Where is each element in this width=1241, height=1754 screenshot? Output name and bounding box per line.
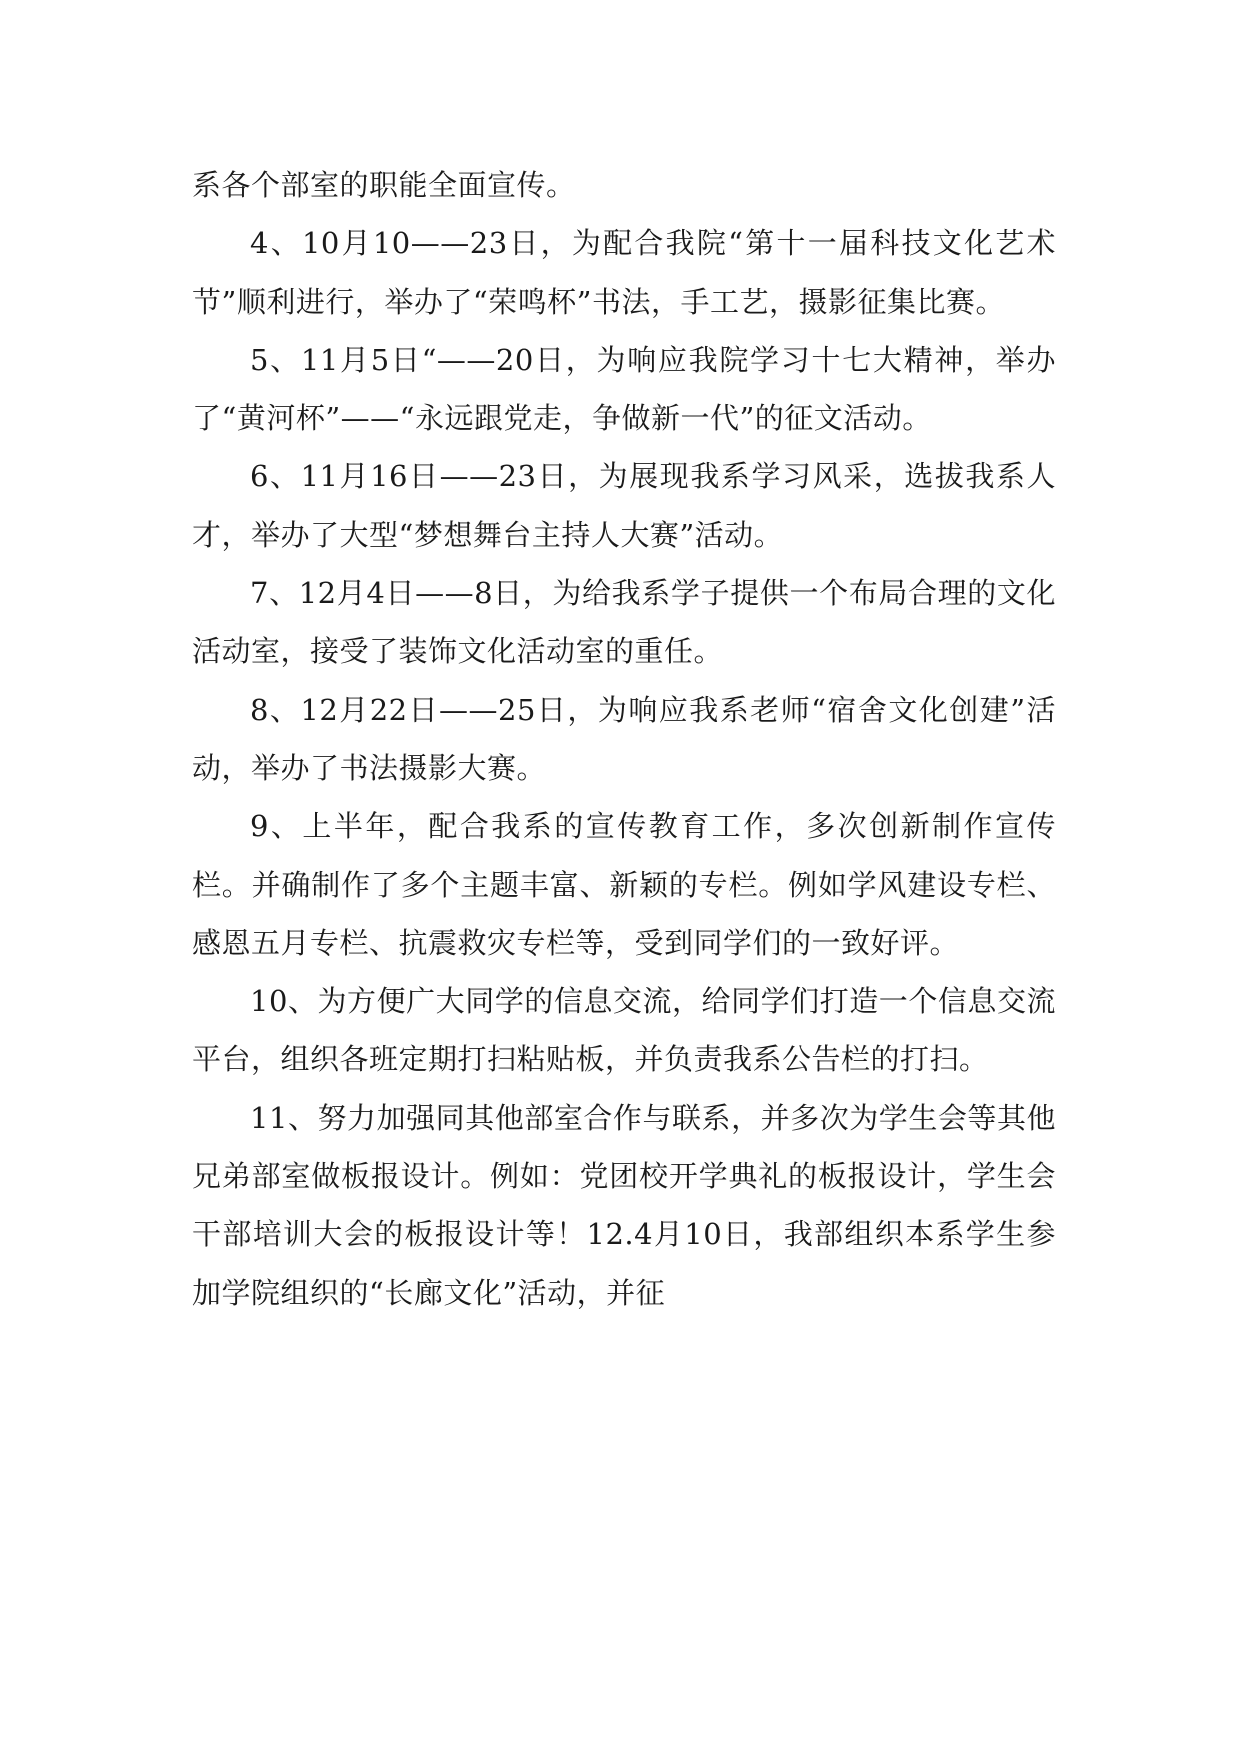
document-body (192, 156, 1056, 1322)
paragraph-item-5: 5、11月5日“——20日，为响应我院学习十七大精神，举办了“黄河杯”——“永远跟党走，争做新一代”的征文活动。 (192, 342, 1056, 436)
paragraph-item-11: 11、努力加强同其他部室合作与联系，并多次为学生会等其他兄弟部室做板报设计。例如：党团校开学典礼的板报设计，学生会干部培训大会的板报设计等！12.4月10日，我部组织本系学生参加学院组织的“长廊文化”活动，并征 (192, 1100, 1056, 1310)
paragraph-item-4: 4、10月10——23日，为配合我院“第十一届科技文化艺术节”顺利进行，举办了“荣鸣杯”书法，手工艺，摄影征集比赛。 (192, 226, 1056, 319)
paragraph-item-6: 6、11月16日——23日，为展现我系学习风采，选拔我系人才，举办了大型“梦想舞台主持人大赛”活动。 (192, 459, 1056, 552)
paragraph-continuation: 系各个部室的职能全面宣传。 (192, 168, 576, 202)
paragraph-item-8: 8、12月22日——25日，为响应我系老师“宿舍文化创建”活动，举办了书法摄影大赛。 (192, 692, 1056, 785)
paragraph-item-7: 7、12月4日——8日，为给我系学子提供一个布局合理的文化活动室，接受了装饰文化活动室的重任。 (192, 576, 1056, 669)
paragraph-item-9: 9、上半年，配合我系的宣传教育工作，多次创新制作宣传栏。并确制作了多个主题丰富、新颖的专栏。例如学风建设专栏、感恩五月专栏、抗震救灾专栏等，受到同学们的一致好评。 (192, 809, 1056, 960)
paragraph-item-10: 10、为方便广大同学的信息交流，给同学们打造一个信息交流平台，组织各班定期打扫粘贴板，并负责我系公告栏的打扫。 (192, 984, 1056, 1077)
